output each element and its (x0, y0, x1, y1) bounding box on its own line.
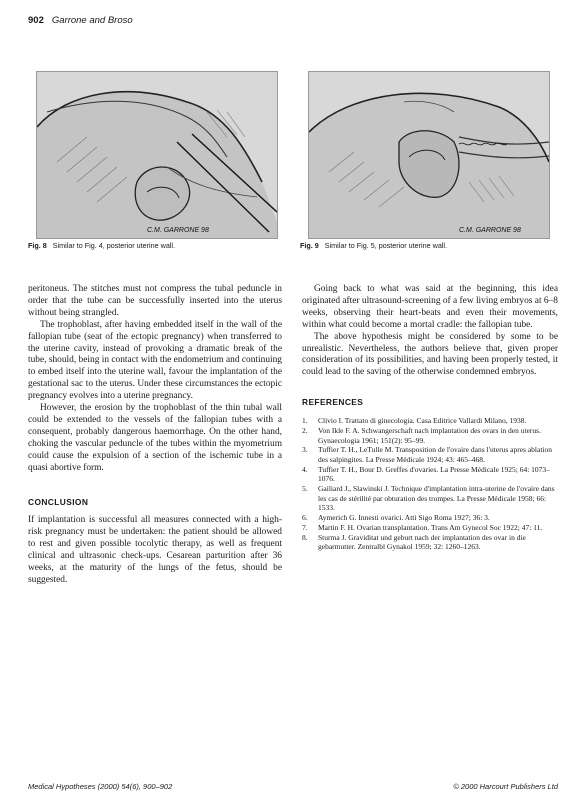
figure-9-caption (300, 241, 447, 250)
body-paragraph: Going back to what was said at the beginning, this idea originated after ultrasound-screening of a few living embryos at 6–8 weeks, observing their heart-beats and even their movements, within what could become a mortal cradle: the fallopian tube. (302, 284, 558, 330)
figure-8-label: Fig. 8 (28, 241, 47, 250)
reference-item: 5. Gailiard J., Slawinski J. Technique d'implantation intra-uterine de l'ovaire dans les cas de stérilité par obturation des trompes. La Presse Médicale 1958; 66: 1533. (302, 484, 555, 513)
conclusion-heading: CONCLUSION (28, 496, 89, 507)
reference-item: 2. Von Ikle F. A. Schwangerschaft nach implantation des ovars in den uterus. Gynaecologia 1961; 151(2): 95–99. (302, 425, 541, 445)
body-paragraph: The above hypothesis might be considered by some to be unrealistic. Nevertheless, the authors believe that, given proper consideration of its possibilities, and having been properly tested, it could lead to the saving of the otherwise condemned embryos. (302, 331, 558, 378)
reference-item: 8. Sturma J. Graviditat und geburt nach der implantation des ovar in die gebarmutter. Zentralbl Gynakol 1959; 32: 1260–1263. (302, 532, 526, 552)
references-heading: REFERENCES (302, 397, 364, 408)
figure-8-signature: C.M. GARRONE 98 (147, 227, 209, 234)
body-paragraph: peritoneus. The stitches must not compress the tubal peduncle in order that the tube can be successfully inserted into the uterus without being strangled. (28, 284, 282, 318)
reference-item: 3. Tuffier T. H., LeTulle M. Transposition de l'ovaire dans l'uterus apres ablation des salpingites. La Presse Médicale 1924; 43: 465–468. (302, 445, 553, 464)
figure-8-caption-text: Similar to Fig. 4, posterior uterine wall. (52, 241, 176, 250)
figure-8-drawing (36, 71, 278, 239)
reference-item: 4. Tuffier T. H., Bour D. Greffes d'ovaries. La Presse Médicale 1925; 64: 1073–1076. (302, 464, 550, 484)
body-paragraph: The trophoblast, after having embedded itself in the wall of the fallopian tube (seat of the ectopic pregnancy) when transferred to the uterine cavity, instead of provoking a dramatic break of the tube, should, being in contact with the endometrium and continuing to embed itself into the uterine wall, favour the implantation of the gestational sac to the uterus. Under these circumstances the ectopic pregnancy evolves into a uterine pregnancy. (28, 319, 282, 402)
reference-item: 6. Aymerich G. Innesti ovarici. Atti Sigo Roma 1927; 36: 3. (302, 513, 490, 523)
figure-9-caption-text: Similar to Fig. 5, posterior uterine wall. (324, 241, 448, 250)
reference-item: 1. Clivio I. Trattato di ginecologia. Casa Editrice Vallardi Milano, 1938. (302, 416, 527, 426)
running-authors: Garrone and Broso (51, 15, 133, 26)
references-list (302, 416, 558, 552)
conclusion-paragraph: If implantation is successful all measures connected with a high-risk pregnancy must be undertaken: the patient should be allowed to rest and given possible tocolytic therapy, as well as frequent clinical and ultrasonic check-ups. Cesarean parturition after 36 weeks, at the maturity of the lungs of the fetus, should be suggested. (28, 515, 282, 585)
right-column (302, 284, 558, 552)
figure-8-caption (28, 241, 175, 250)
figure-9-label: Fig. 9 (300, 241, 319, 250)
figure-9-drawing (308, 71, 550, 239)
footer-copyright: © 2000 Harcourt Publishers Ltd (453, 782, 558, 791)
figure-9-signature: C.M. GARRONE 98 (459, 227, 521, 234)
running-header (28, 15, 133, 26)
left-column (28, 284, 282, 587)
footer-journal: Medical Hypotheses (2000) 54(6), 900–902 (28, 782, 173, 791)
body-paragraph: However, the erosion by the trophoblast of the thin tubal wall could be extended to the vessels of the fallopian tubes with a consequent, probably dangerous haemorrhage. On the other hand, choking the vascular peduncle of the tubes within the myometrium could cause the expulsion of a section of the ischemic tube in a quasi abortive form. (28, 403, 282, 473)
reference-item: 7. Martin F. H. Ovarian transplantation. Trans Am Gynecol Soc 1922; 47: 11. (302, 522, 543, 532)
page-number: 902 (28, 15, 44, 26)
